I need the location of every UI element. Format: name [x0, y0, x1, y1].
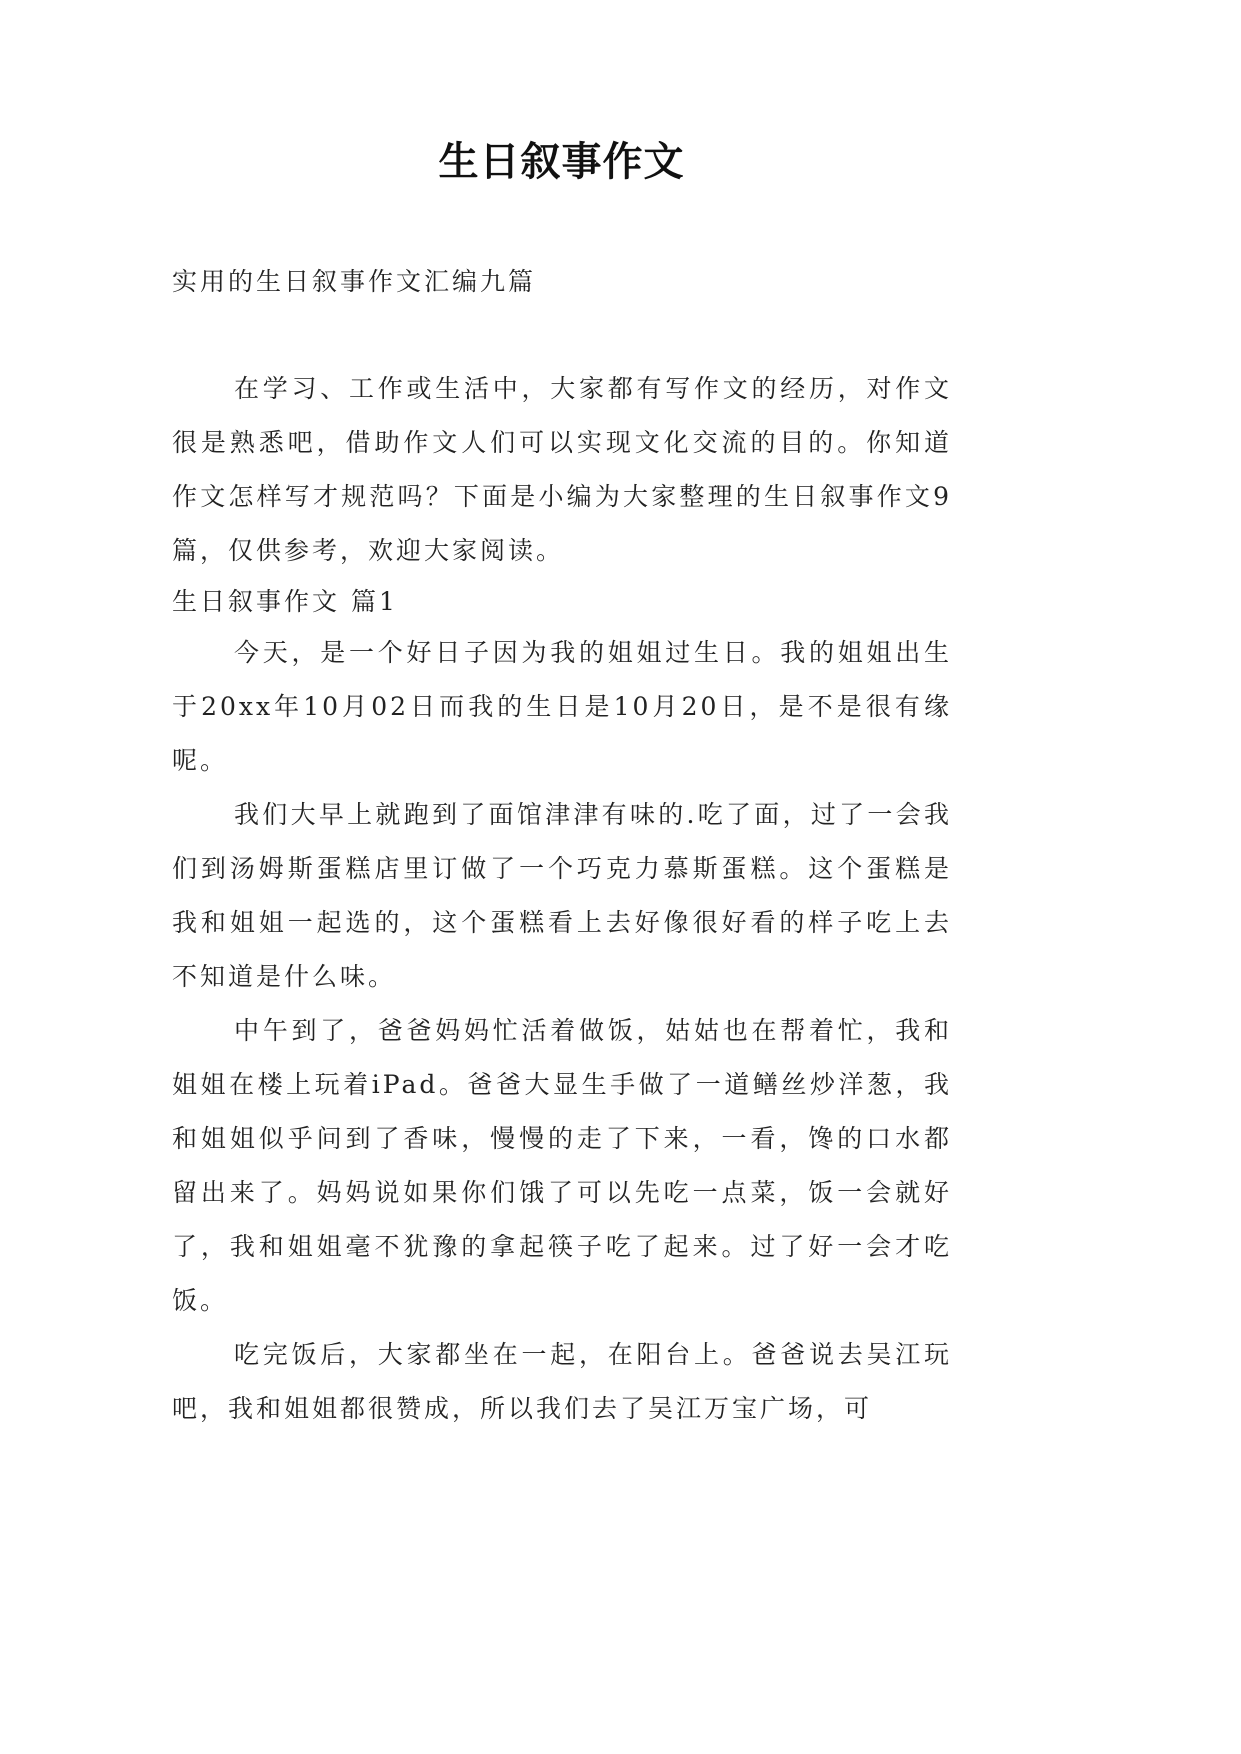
body-paragraph-3: 中午到了，爸爸妈妈忙活着做饭，姑姑也在帮着忙，我和姐姐在楼上玩着iPad。爸爸大显生手做了一道鳝丝炒洋葱，我和姐姐似乎问到了香味，慢慢的走了下来，一看，馋的口水都留出来了。妈妈说如果你们饿了可以先吃一点菜，饭一会就好了，我和姐姐毫不犹豫的拿起筷子吃了起来。过了好一会才吃饭。 — [172, 1016, 952, 1315]
document-body — [172, 362, 952, 1436]
document-subtitle: 实用的生日叙事作文汇编九篇 — [172, 267, 537, 296]
body-paragraph-1: 今天，是一个好日子因为我的姐姐过生日。我的姐姐出生于20xx年10月02日而我的生日是10月20日，是不是很有缘呢。 — [172, 638, 952, 775]
body-paragraph-2: 我们大早上就跑到了面馆津津有味的.吃了面，过了一会我们到汤姆斯蛋糕店里订做了一个巧克力慕斯蛋糕。这个蛋糕是我和姐姐一起选的，这个蛋糕看上去好像很好看的样子吃上去不知道是什么味。 — [172, 800, 952, 991]
document-title: 生日叙事作文 — [438, 139, 685, 185]
body-paragraph-4: 吃完饭后，大家都坐在一起，在阳台上。爸爸说去吴江玩吧，我和姐姐都很赞成，所以我们去了吴江万宝广场，可 — [172, 1340, 952, 1423]
intro-paragraph: 在学习、工作或生活中，大家都有写作文的经历，对作文很是熟悉吧，借助作文人们可以实现文化交流的目的。你知道作文怎样写才规范吗？下面是小编为大家整理的生日叙事作文9篇，仅供参考，欢迎大家阅读。 — [172, 374, 952, 565]
section-heading: 生日叙事作文 篇1 — [172, 587, 398, 616]
